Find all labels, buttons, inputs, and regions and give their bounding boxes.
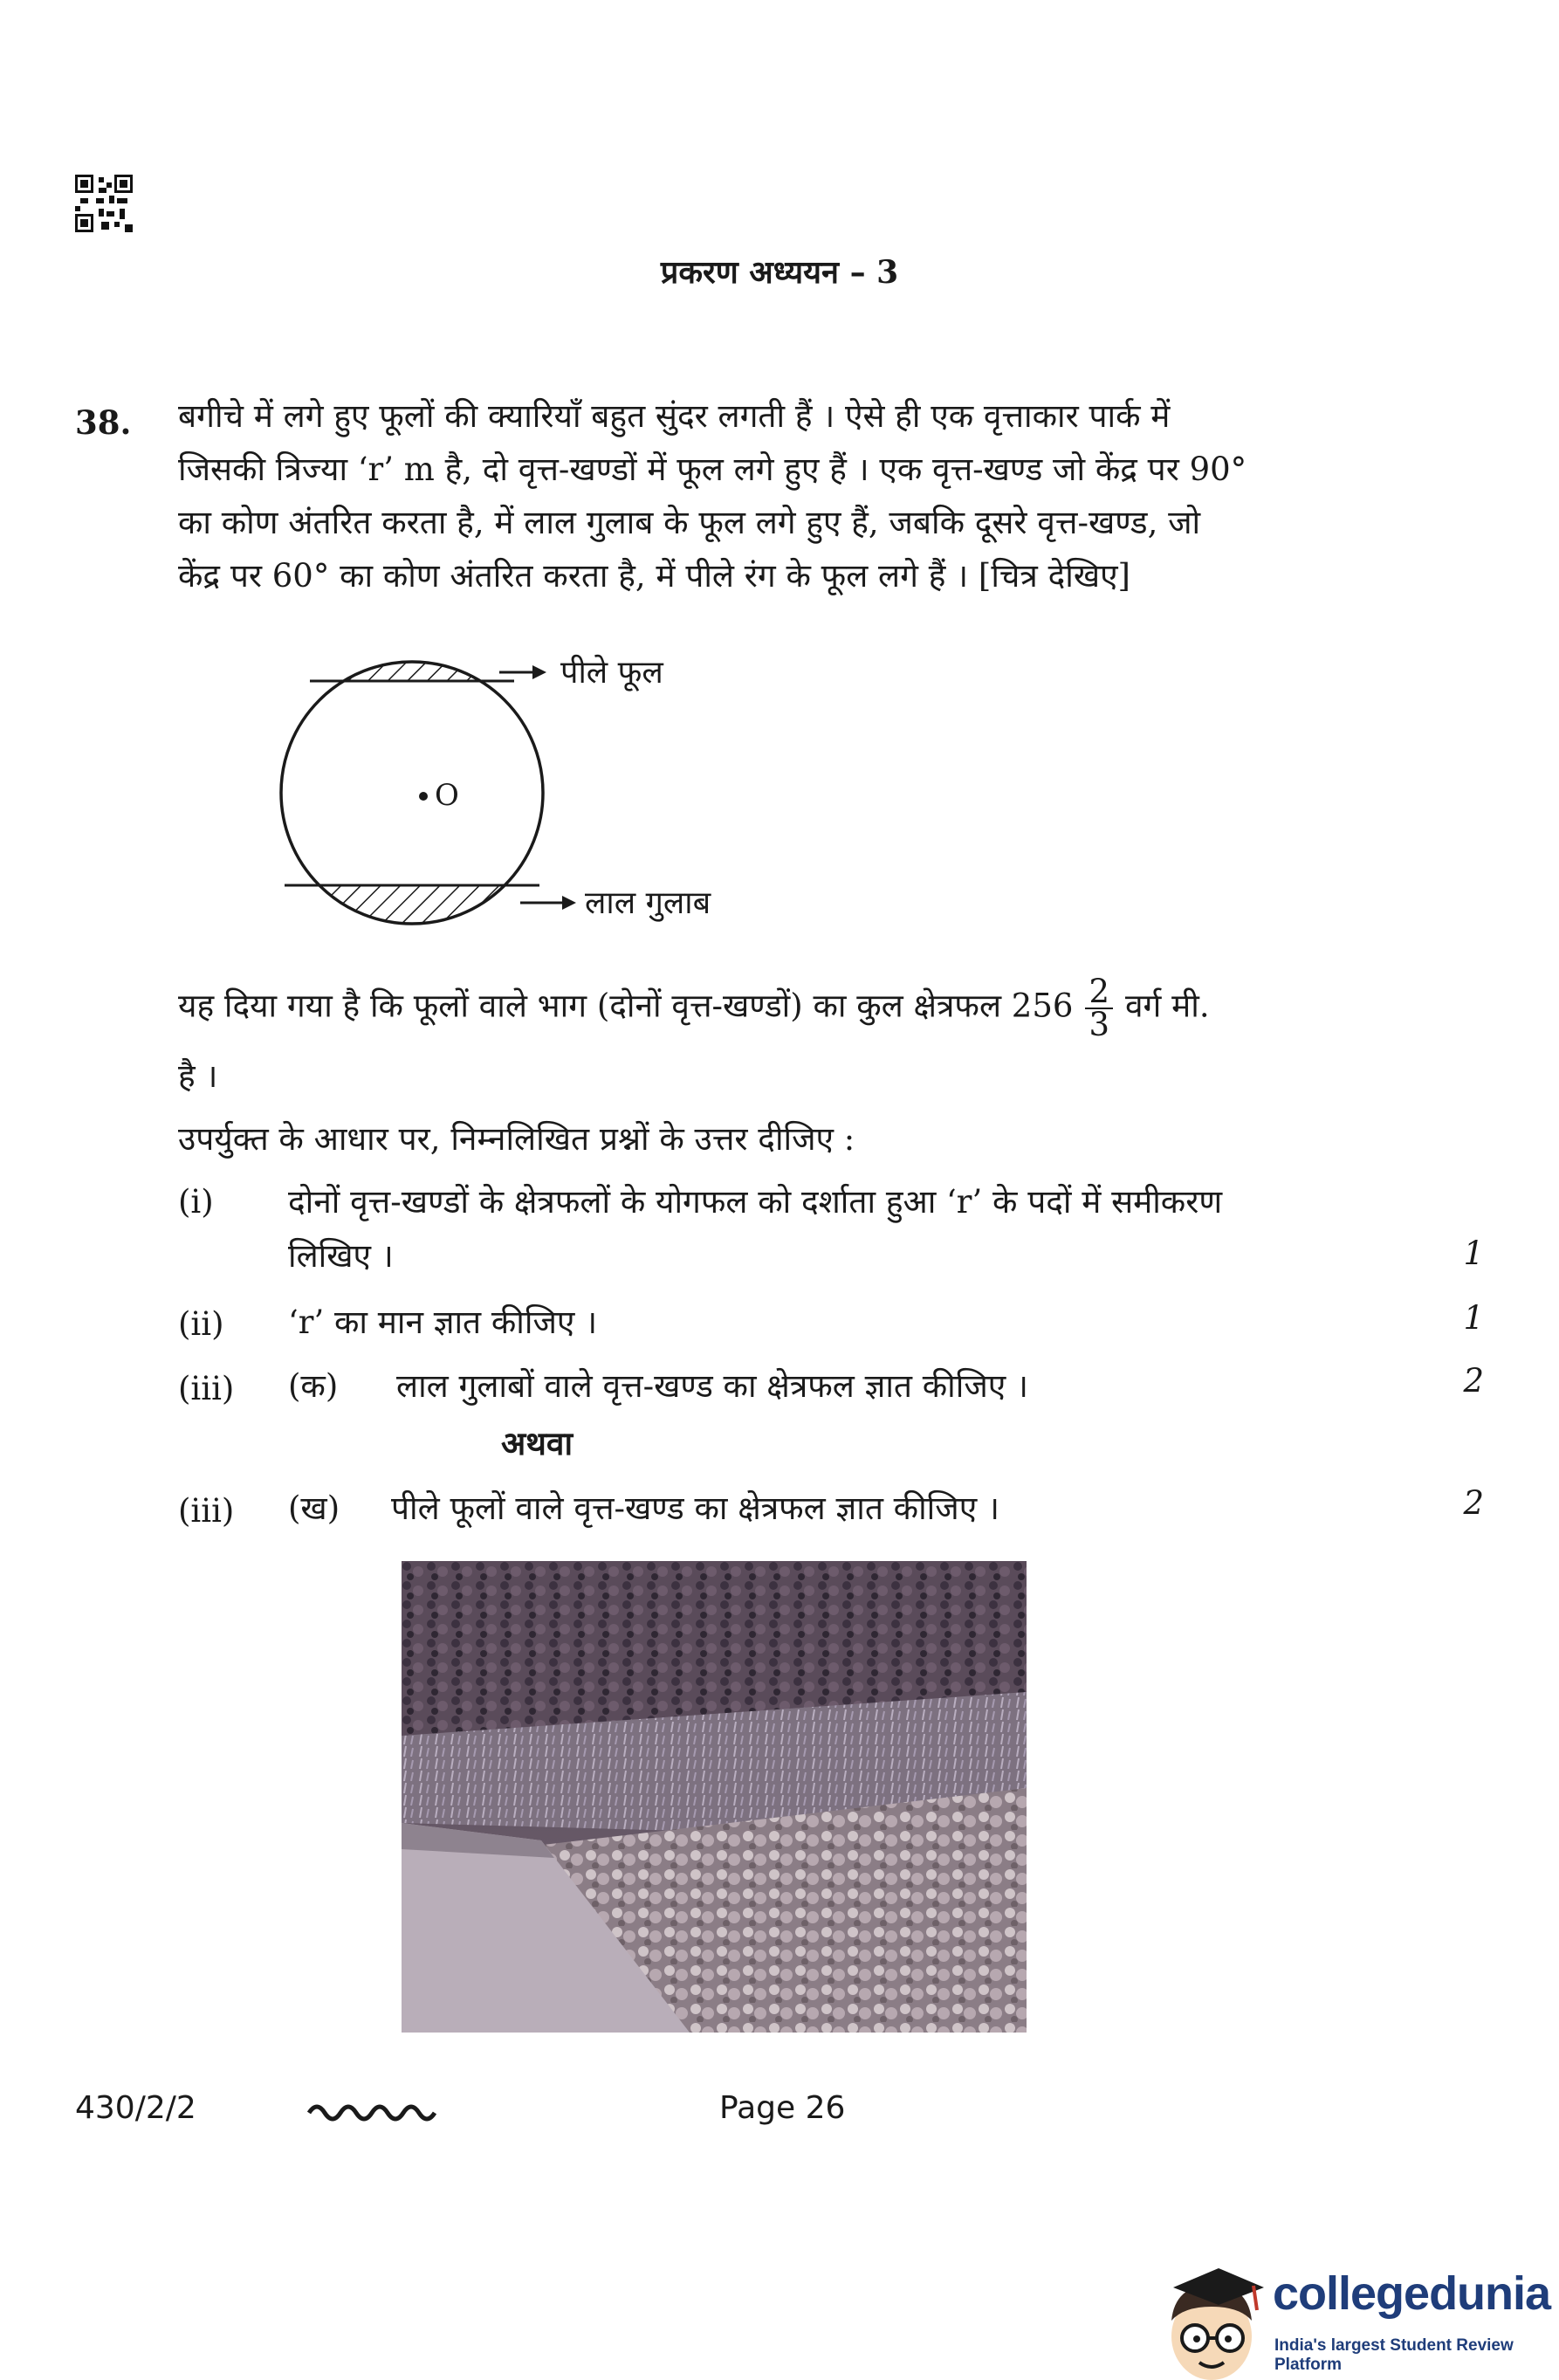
given-unit: वर्ग मी. — [1124, 987, 1210, 1025]
part-iii-b-text: पीले फूलों वाले वृत्त-खण्ड का क्षेत्रफल ज्ञात कीजिए । — [391, 1489, 999, 1527]
or-separator: अथवा — [501, 1424, 573, 1462]
marks: 1 — [1463, 1235, 1484, 1272]
question-intro — [178, 389, 1409, 602]
part-label: (i) — [178, 1183, 214, 1221]
marks: 2 — [1463, 1362, 1484, 1400]
collegedunia-logo — [1156, 2253, 1557, 2380]
part-i-text — [288, 1175, 1405, 1283]
instruction: उपर्युक्त के आधार पर, निम्नलिखित प्रश्नों के उत्तर दीजिए : — [178, 1120, 855, 1158]
label-red-roses: लाल गुलाब — [585, 885, 711, 921]
sub-part-label: (क) — [288, 1367, 339, 1405]
fraction-numerator: 2 — [1085, 976, 1113, 1009]
tilde-decoration-icon — [306, 2099, 445, 2122]
logo-name: collegedunia — [1273, 2267, 1551, 2320]
circle-segment-diagram — [271, 639, 759, 946]
part-ii-text: ‘r’ का मान ज्ञात कीजिए । — [288, 1303, 598, 1341]
intro-line: केंद्र पर 60° का कोण अंतरित करता है, में पीले रंग के फूल लगे हैं । [चित्र देखिए] — [178, 557, 1130, 595]
question-number: 38. — [75, 403, 132, 442]
arrow-right-icon — [562, 896, 576, 910]
qr-code-icon — [75, 175, 133, 232]
part-label: (iii) — [178, 1492, 235, 1530]
section-heading: प्रकरण अध्ययन – 3 — [660, 254, 899, 291]
intro-line: का कोण अंतरित करता है, में लाल गुलाब के फूल लगे हुए हैं, जबकि दूसरे वृत्त-खण्ड, जो — [178, 504, 1201, 541]
arrow-right-icon — [532, 665, 546, 679]
paper-code: 430/2/2 — [75, 2090, 196, 2126]
center-label: O — [435, 778, 459, 813]
given-text: यह दिया गया है कि फूलों वाले भाग (दोनों वृत्त-खण्डों) का कुल क्षेत्रफल 256 — [178, 987, 1074, 1025]
intro-line: बगीचे में लगे हुए फूलों की क्यारियाँ बहुत सुंदर लगती हैं । ऐसे ही एक वृत्ताकार पार्क में — [178, 397, 1171, 435]
page-number: Page 26 — [719, 2090, 846, 2126]
part-text-line: लिखिए । — [288, 1237, 394, 1275]
marks: 1 — [1463, 1299, 1484, 1337]
part-label: (ii) — [178, 1305, 224, 1343]
marks: 2 — [1463, 1484, 1484, 1522]
part-iii-a-text: लाल गुलाबों वाले वृत्त-खण्ड का क्षेत्रफल ज्ञात कीजिए । — [396, 1367, 1029, 1405]
logo-tagline: India's largest Student Review Platform — [1274, 2336, 1514, 2374]
given-tail: है । — [178, 1057, 218, 1095]
red-rose-segment — [271, 885, 559, 946]
yellow-flower-segment — [271, 639, 559, 681]
garden-photo — [402, 1561, 1027, 2033]
given-statement — [178, 973, 1435, 1043]
fraction-denominator: 3 — [1089, 1006, 1109, 1043]
part-text-line: दोनों वृत्त-खण्डों के क्षेत्रफलों के योगफल को दर्शाता हुआ ‘r’ के पदों में समीकरण — [288, 1183, 1223, 1221]
part-label: (iii) — [178, 1370, 235, 1407]
center-point — [419, 792, 428, 801]
student-mascot-icon — [1156, 2253, 1269, 2380]
label-yellow-flowers: पीले फूल — [560, 655, 663, 691]
mixed-fraction — [1085, 973, 1113, 1043]
intro-line: जिसकी त्रिज्या ‘r’ m है, दो वृत्त-खण्डों में फूल लगे हुए हैं । एक वृत्त-खण्ड जो केंद्र पर 90° — [178, 451, 1247, 488]
sub-part-label: (ख) — [288, 1489, 340, 1527]
